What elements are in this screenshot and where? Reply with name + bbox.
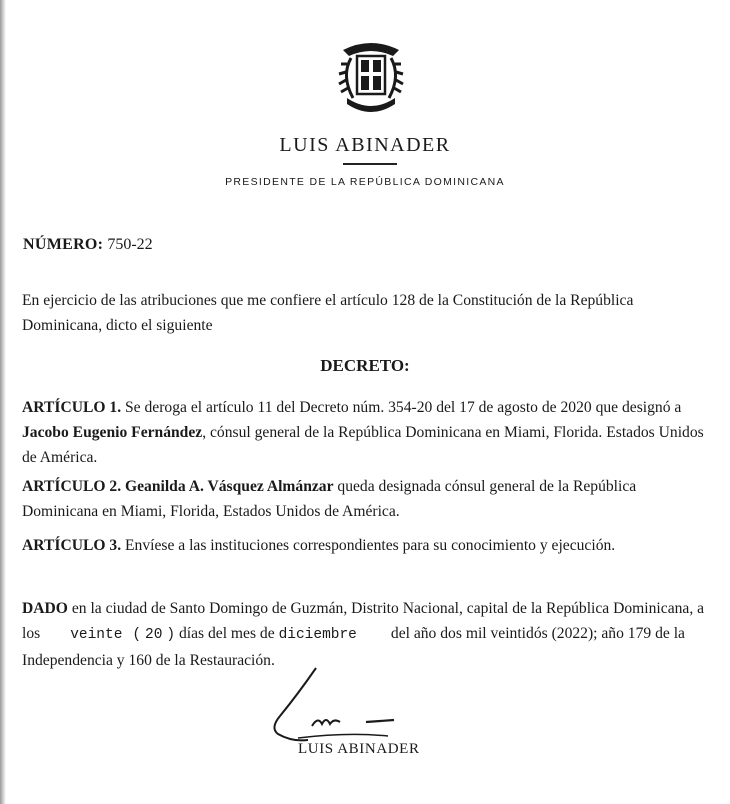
signer-name: LUIS ABINADER: [298, 741, 420, 757]
closing-month: diciembre: [278, 627, 357, 643]
closing-open-paren: (: [132, 627, 142, 643]
closing-text-2: días del mes de: [178, 625, 275, 642]
closing-text-3: del año dos mil veintidós (2022); año 179 de la Independencia y 160 de la Restauración.: [22, 625, 685, 669]
page-edge-shadow: [0, 0, 6, 804]
closing-close-paren: ): [166, 627, 176, 643]
article-2: [22, 474, 714, 524]
closing-text-1: en la ciudad de Santo Domingo de Guzmán, Distrito Nacional, capital de la República Dominicana, a los: [22, 600, 705, 642]
article-3-label: ARTÍCULO 3.: [22, 537, 122, 554]
article-2-name: Geanilda A. Vásquez Almánzar: [125, 478, 334, 495]
article-3: [22, 533, 714, 558]
header-title: PRESIDENTE DE LA REPÚBLICA DOMINICANA: [225, 176, 505, 188]
article-1: [22, 395, 714, 470]
header-name: LUIS ABINADER: [279, 134, 451, 156]
closing-day-words: veinte: [70, 627, 123, 643]
intro-paragraph: En ejercicio de las atribuciones que me confiere el artículo 128 de la Constitución de la República Dominicana, dicto el siguiente: [22, 292, 634, 334]
decree-number: [23, 236, 153, 254]
article-2-text: queda designada cónsul general de la República Dominicana en Miami, Florida, Estados Unidos de América.: [22, 478, 637, 520]
decree-number-value: 750-22: [107, 236, 153, 253]
header-divider: [343, 163, 397, 165]
closing-day-number: 20: [145, 627, 163, 643]
article-1-text-after: , cónsul general de la República Dominicana en Miami, Florida. Estados Unidos de América.: [22, 424, 704, 466]
article-1-text: Se deroga el artículo 11 del Decreto núm. 354-20 del 17 de agosto de 2020 que designó a: [125, 399, 682, 416]
article-2-label: ARTÍCULO 2.: [22, 478, 122, 495]
closing-paragraph: [22, 596, 714, 673]
decree-number-label: NÚMERO:: [23, 236, 104, 253]
closing-label: DADO: [22, 600, 68, 617]
coat-of-arms-icon: [333, 34, 409, 120]
article-1-name: Jacobo Eugenio Fernández: [22, 424, 203, 441]
article-3-text: Envíese a las instituciones correspondientes para su conocimiento y ejecución.: [125, 537, 616, 554]
article-1-label: ARTÍCULO 1.: [22, 399, 122, 416]
decree-heading: DECRETO:: [320, 356, 410, 375]
